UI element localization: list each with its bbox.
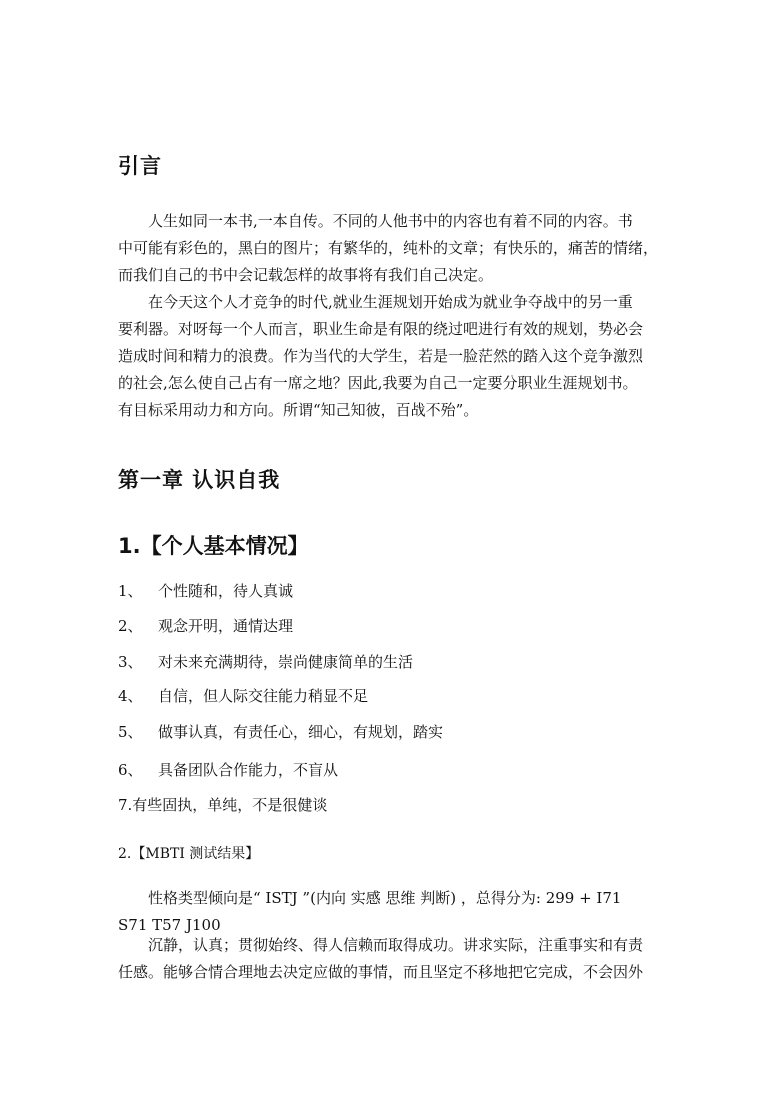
intro-paragraph-2 xyxy=(118,289,658,424)
text-line: 沉静，认真；贯彻始终、得人信赖而取得成功。讲求实际，注重事实和有责 xyxy=(148,936,644,954)
list-item-text: 观念开明，通情达理 xyxy=(158,617,294,635)
intro-paragraph-1 xyxy=(118,208,658,289)
list-item-text: 对未来充满期待，崇尚健康简单的生活 xyxy=(158,653,414,671)
list-item-text: 个性随和，待人真诚 xyxy=(158,582,294,600)
list-item-number: 3、 xyxy=(118,653,143,671)
list-item-text: 做事认真，有责任心，细心，有规划，踏实 xyxy=(158,723,444,741)
list-item xyxy=(118,651,413,672)
text-line: 造成时间和精力的浪费。作为当代的大学生，若是一脸茫然的踏入这个竞争激烈 xyxy=(118,347,644,365)
list-item-number: 4、 xyxy=(118,687,143,705)
text-line: 中可能有彩色的，黑白的图片；有繁华的，纯朴的文章；有快乐的，痛苦的情绪， xyxy=(118,239,659,257)
text-line: 要利器。对呀每一个人而言，职业生命是有限的绕过吧进行有效的规划，势必会 xyxy=(118,320,644,338)
list-item-number: 6、 xyxy=(118,761,143,779)
section-2-heading: 2.【MBTI 测试结果】 xyxy=(118,846,260,862)
personality-description-paragraph xyxy=(118,932,658,986)
chapter-1-heading: 第一章 认识自我 xyxy=(118,467,281,492)
intro-heading: 引言 xyxy=(118,153,162,178)
text-line: 的社会,怎么使自己占有一席之地？因此,我要为自己一定要分职业生涯规划书。 xyxy=(118,374,638,392)
text-line: 有目标采用动力和方向。所谓“知己知彼，百战不殆”。 xyxy=(118,401,479,419)
list-item-7: 7.有些固执，单纯，不是很健谈 xyxy=(118,796,328,814)
mbti-result-paragraph xyxy=(118,885,658,939)
list-item xyxy=(118,721,443,742)
list-item xyxy=(118,685,368,706)
text-line: 在今天这个人才竞争的时代,就业生涯规划开始成为就业争夺战中的另一重 xyxy=(148,293,633,311)
list-item-number: 2、 xyxy=(118,617,143,635)
text-line: 而我们自己的书中会记载怎样的故事将有我们自己决定。 xyxy=(118,266,494,284)
list-item-number: 5、 xyxy=(118,723,143,741)
list-item xyxy=(118,759,338,780)
text-line: S71 T57 J100 xyxy=(118,916,221,934)
section-1-heading: 1.【个人基本情况】 xyxy=(118,534,309,558)
list-item-text: 自信，但人际交往能力稍显不足 xyxy=(158,687,369,705)
text-line: 人生如同一本书,一本自传。不同的人他书中的内容也有着不同的内容。书 xyxy=(148,212,633,230)
list-item-text: 具备团队合作能力，不盲从 xyxy=(158,761,339,779)
list-item xyxy=(118,615,293,636)
list-item-number: 1、 xyxy=(118,582,143,600)
list-item xyxy=(118,580,293,601)
text-line: 任感。能够合情合理地去决定应做的事情，而且坚定不移地把它完成，不会因外 xyxy=(118,963,644,981)
text-line: 性格类型倾向是“ ISTJ ”(内向 实感 思维 判断) ，总得分为: 299 + I71 xyxy=(148,889,622,907)
